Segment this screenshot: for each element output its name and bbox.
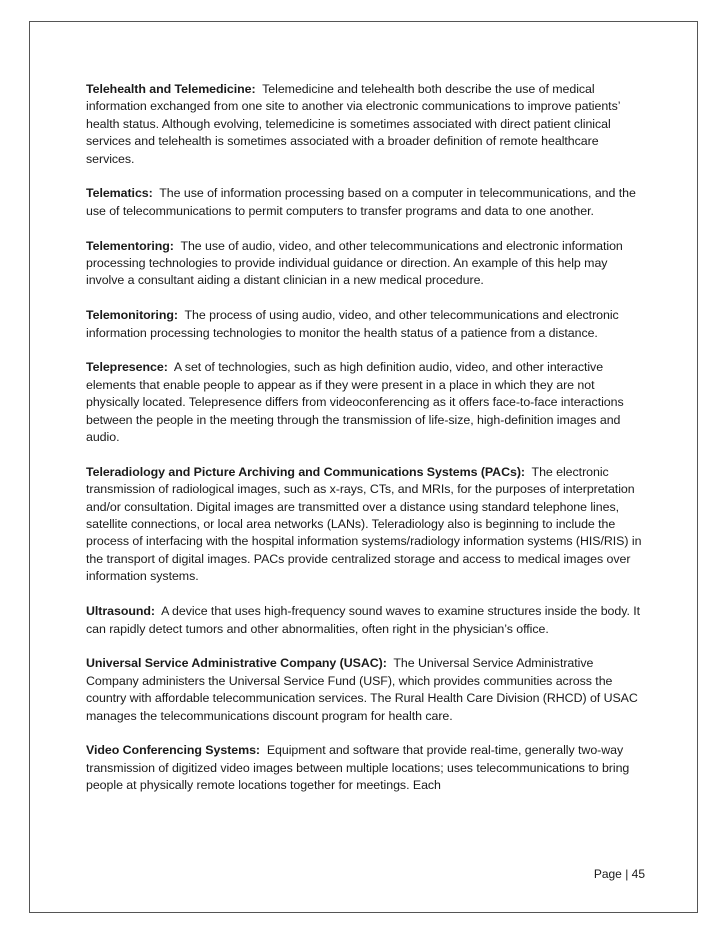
glossary-term: Telementoring:: [86, 238, 174, 253]
glossary-term: Telemonitoring:: [86, 308, 178, 323]
glossary-entry-telementoring: [86, 238, 646, 290]
glossary-term: Video Conferencing Systems:: [86, 743, 261, 758]
glossary-term: Telepresence:: [86, 360, 168, 375]
glossary-term: Universal Service Administrative Company (USAC):: [86, 656, 387, 671]
glossary-definition: Equipment and software that provide real-time, generally two-way transmission of digitized video images between multiple locations; uses telecommunications to bring people at physically remote locations together for meetings. Each: [86, 743, 630, 793]
glossary-entry-video-conferencing: [86, 742, 646, 794]
glossary-entry-telematics: [86, 185, 646, 220]
glossary-definition: The use of audio, video, and other telecommunications and electronic information processing technologies to provide individual guidance or direction. An example of this help may involve a consultant aiding a distant clinician in a new medical procedure.: [86, 238, 623, 288]
page-number: Page | 45: [593, 867, 645, 881]
glossary-term: Teleradiology and Picture Archiving and Communications Systems (PACs):: [86, 464, 525, 479]
glossary-content: [86, 81, 646, 812]
glossary-entry-telemonitoring: [86, 307, 646, 342]
glossary-definition: A device that uses high-frequency sound waves to examine structures inside the body. It can rapidly detect tumors and other abnormalities, often right in the physician’s office.: [86, 604, 641, 636]
glossary-term: Telehealth and Telemedicine:: [86, 82, 256, 96]
glossary-entry-ultrasound: [86, 603, 646, 638]
glossary-definition: Telemedicine and telehealth both describe the use of medical information exchanged from one site to another via electronic communications to improve patients’ health status. Although evolving, telemedicine is sometimes associated with direct patient clinical services and telehealth is sometimes associated with a broader definition of remote healthcare services.: [86, 82, 620, 166]
glossary-definition: A set of technologies, such as high definition audio, video, and other interactive elements that enable people to appear as if they were present in a place in which they are not physically located. Telepresence differs from videoconferencing as it offers face-to-face interactions between the people in the meeting through the transmission of life-size, high-definition images and audio.: [86, 360, 624, 445]
glossary-entry-usac: [86, 655, 646, 725]
glossary-entry-telehealth: [86, 81, 646, 168]
glossary-term: Ultrasound:: [86, 604, 155, 619]
glossary-definition: The electronic transmission of radiological images, such as x-rays, CTs, and MRIs, for the purposes of interpretation and/or consultation. Digital images are transmitted over a distance using standard telephone lines, satellite connections, or local area networks (LANs). Teleradiology also is beginning to include the process of interfacing with the hospital information systems/radiology information systems (HIS/RIS) in the transport of digital images. PACs provide centralized storage and access to medical images over information systems.: [86, 464, 642, 584]
glossary-entry-teleradiology: [86, 464, 646, 586]
glossary-definition: The Universal Service Administrative Company administers the Universal Service Fund (USF), which provides communities across the country with affordable telecommunication services. The Rural Health Care Division (RHCD) of USAC manages the telecommunications discount program for health care.: [86, 656, 638, 723]
glossary-definition: The process of using audio, video, and other telecommunications and electronic information processing technologies to monitor the health status of a patience from a distance.: [86, 308, 619, 340]
glossary-entry-telepresence: [86, 359, 646, 446]
glossary-definition: The use of information processing based on a computer in telecommunications, and the use of telecommunications to permit computers to transfer programs and data to one another.: [86, 186, 636, 218]
glossary-term: Telematics:: [86, 186, 153, 201]
